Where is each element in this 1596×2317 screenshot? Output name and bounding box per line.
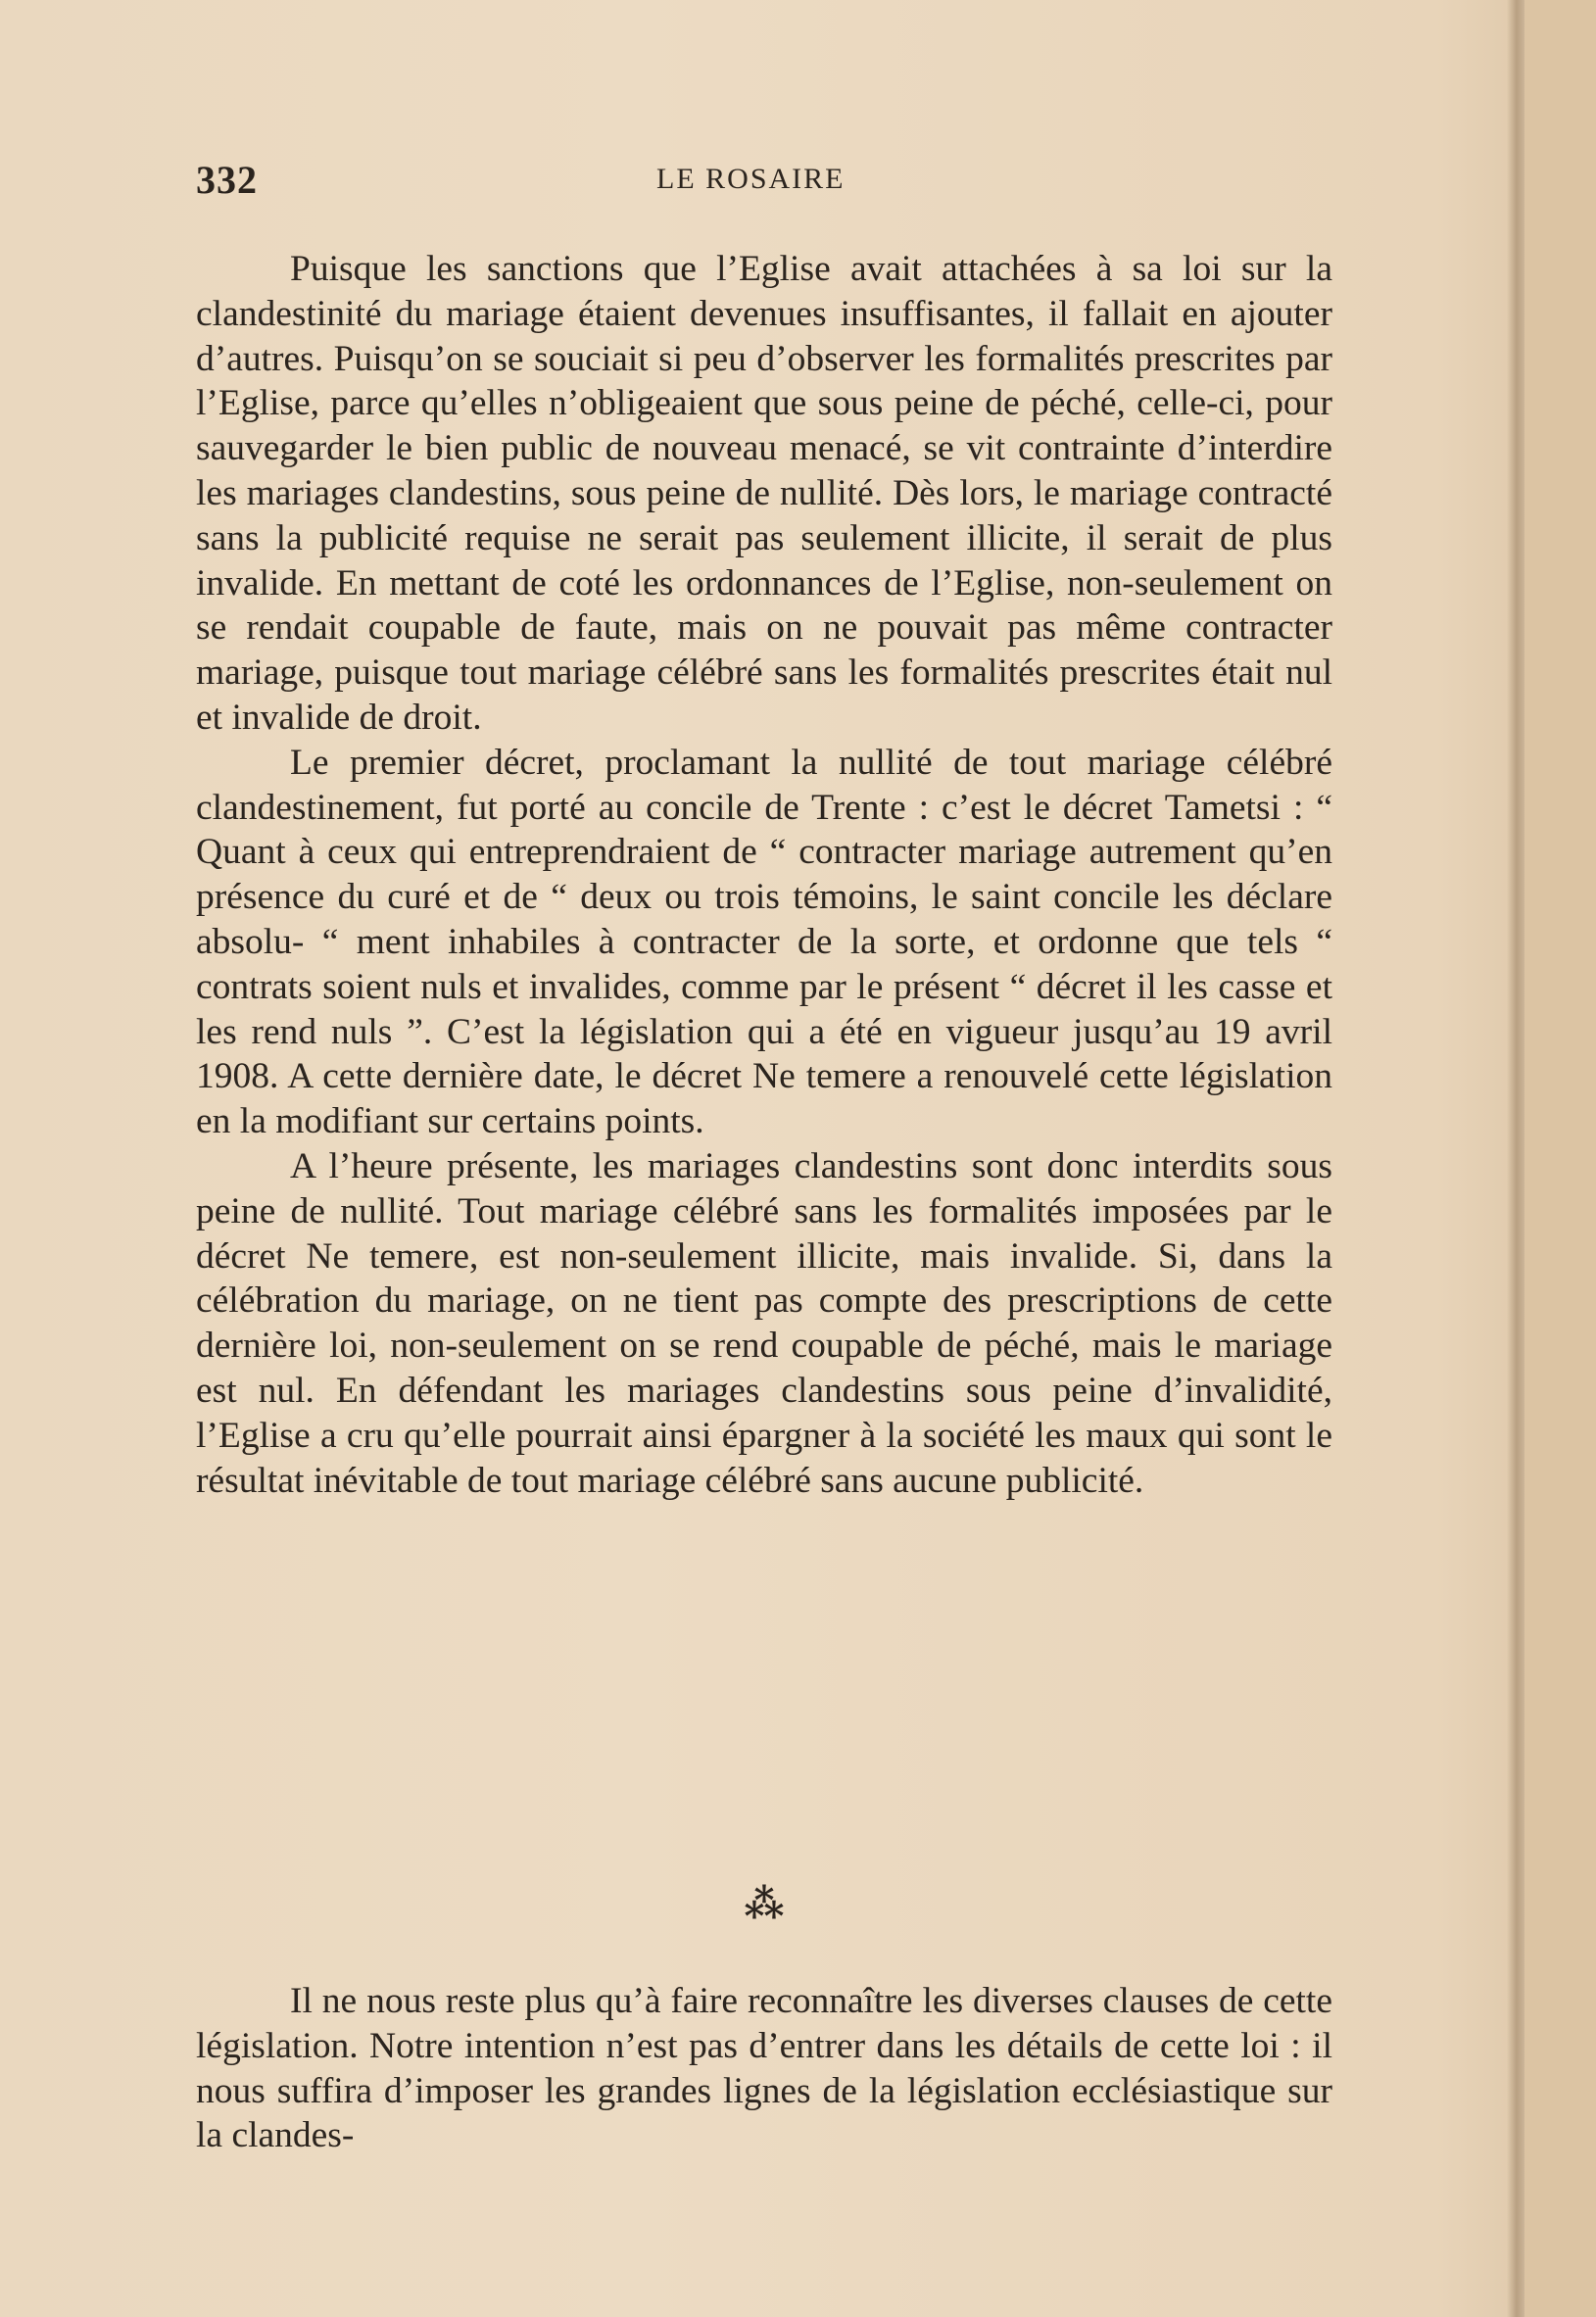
body-text (196, 247, 1332, 1503)
closing-text (196, 1979, 1332, 2158)
paragraph-1: Puisque les sanctions que l’Eglise avait attachées à sa loi sur la clandestinité du mariage étaient devenues insuffisantes, il fallait en ajouter d’autres. Puisqu’on se souciait si peu d’observer les formalités prescrites par l’Eglise, parce qu’elles n’obligeaient que sous peine de péché, celle-ci, pour sauvegarder le bien public de nouveau menacé, se vit contrainte d’interdire les mariages clandestins, sous peine de nullité. Dès lors, le mariage contracté sans la publicité requise ne serait pas seulement illicite, il serait de plus invalide. En mettant de coté les ordonnances de l’Eglise, non-seulement on se rendait coupable de faute, mais on ne pouvait pas même contracter mariage, puisque tout mariage célébré sans les formalités prescrites était nul et invalide de droit. (196, 249, 1332, 738)
facing-page-edge (1524, 0, 1596, 2317)
section-asterism: ⁂ (744, 1881, 785, 1927)
page-header (196, 157, 1332, 216)
page-number: 332 (196, 158, 258, 202)
paragraph-2: Le premier décret, proclamant la nullité de tout mariage célébré clandestinement, fut porté au concile de Trente : c’est le décret Tametsi : “ Quant à ceux qui entreprendraient de “ contracter mariage autrement qu’en présence du curé et de “ deux ou trois témoins, le saint concile les déclare absolu- “ ment inhabiles à contracter de la sorte, et ordonne que tels “ contrats soient nuls et invalides, comme par le présent “ décret il les casse et les rend nuls ”. C’est la législation qui a été en vigueur jusqu’au 19 avril 1908. A cette dernière date, le décret Ne temere a renouvelé cette législation en la modifiant sur certains points. (196, 742, 1332, 1142)
page-gutter-shadow (1507, 0, 1524, 2317)
paragraph-4: Il ne nous reste plus qu’à faire reconnaître les diverses clauses de cette législation. Notre intention n’est pas d’entrer dans les détails de cette loi : il nous suffira d’imposer les grandes lignes de la législation ecclésiastique sur la clandes- (196, 1981, 1332, 2156)
running-head: LE ROSAIRE (656, 163, 846, 195)
paragraph-3: A l’heure présente, les mariages clandestins sont donc interdits sous peine de nullité. Tout mariage célébré sans les formalités imposées par le décret Ne temere, est non-seulement illicite, mais invalide. Si, dans la célébration du mariage, on ne tient pas compte des prescriptions de cette dernière loi, non-seulement on se rend coupable de péché, mais le mariage est nul. En défendant les mariages clandestins sous peine d’invalidité, l’Eglise a cru qu’elle pourrait ainsi épargner à la société les maux qui sont le résultat inévitable de tout mariage célébré sans aucune publicité. (196, 1145, 1332, 1501)
